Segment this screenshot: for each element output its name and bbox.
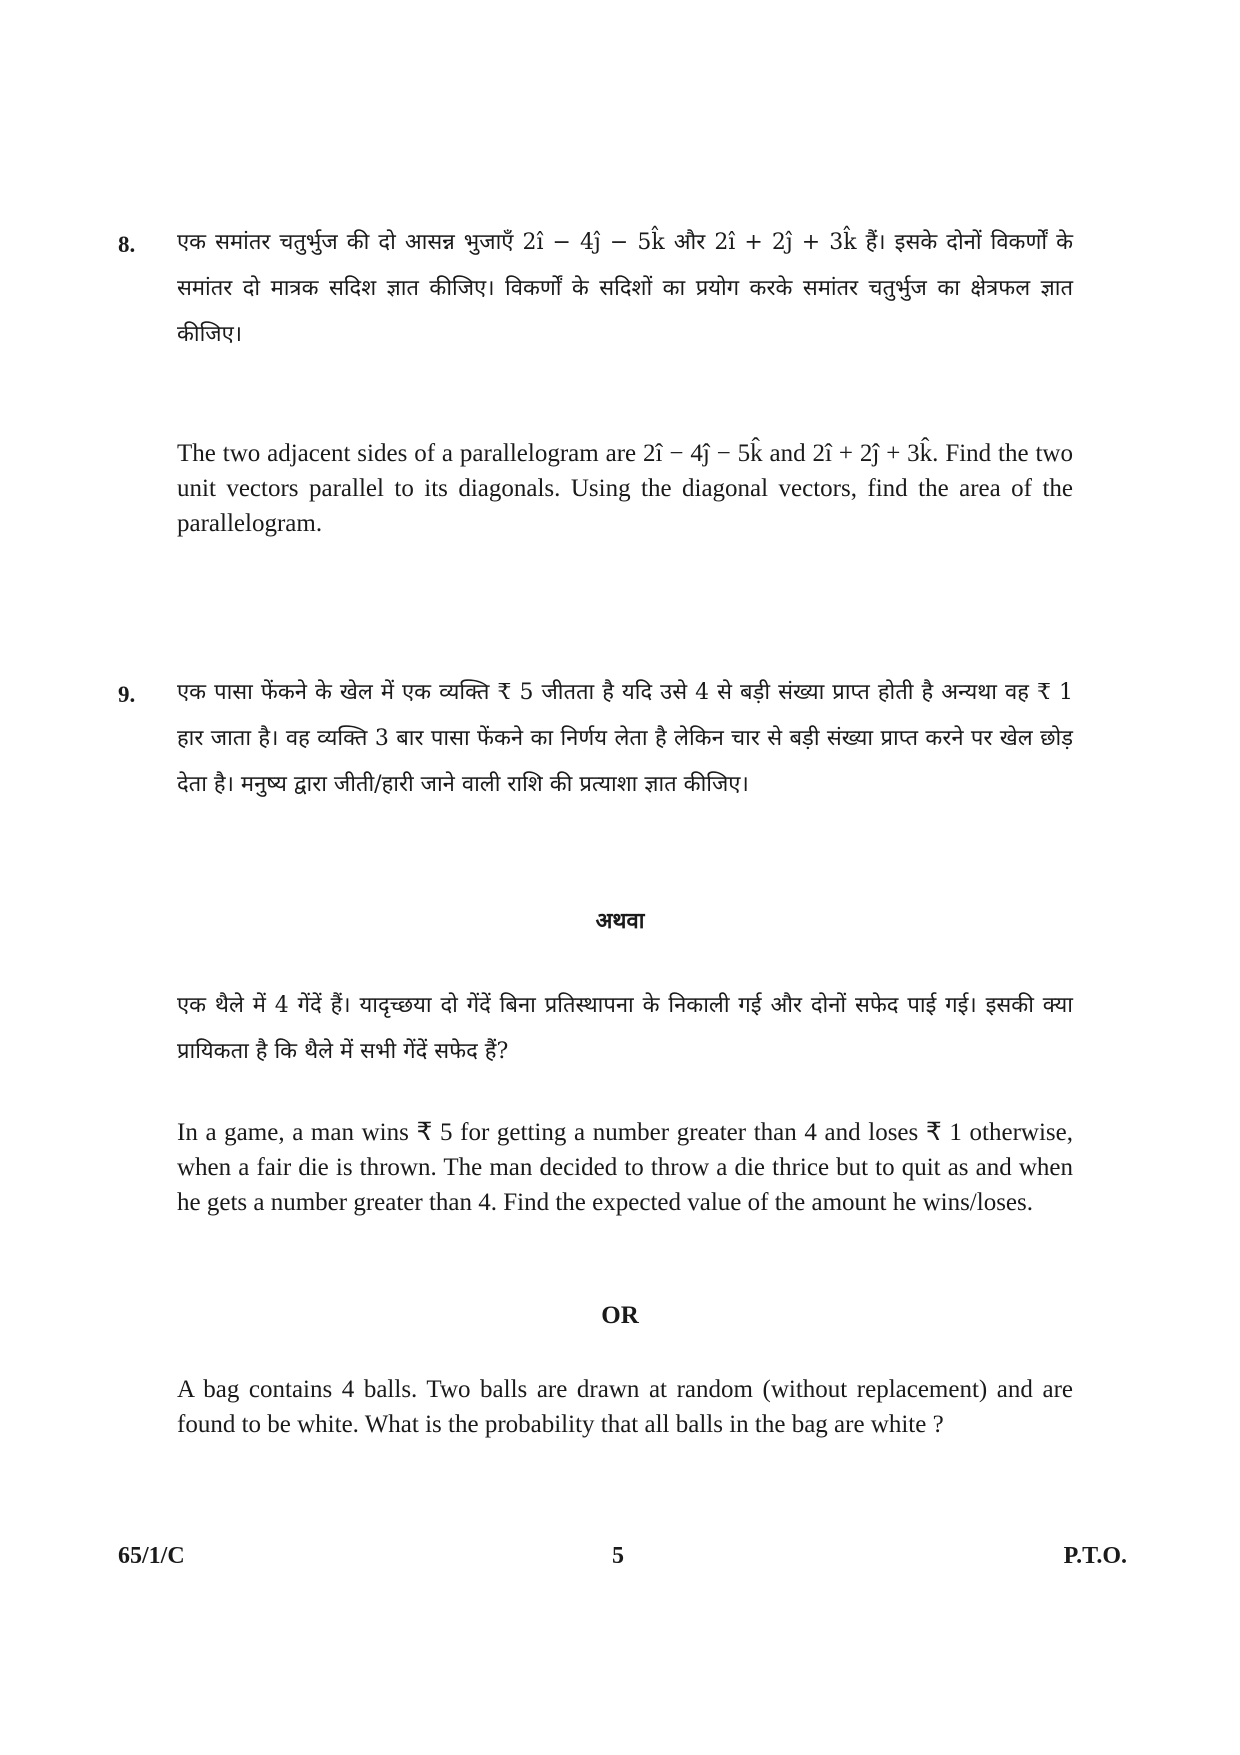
alternative-question-english: A bag contains 4 balls. Two balls are drawn at random (without replacement) and are found to be white. What is the probability that all balls in the bag are white ?	[177, 1376, 1073, 1438]
question-number: 9.	[118, 682, 136, 707]
question-number: 8.	[118, 232, 136, 257]
paper-code: 65/1/C	[118, 1543, 185, 1569]
alternative-question-hindi: एक थैले में 4 गेंदें हैं। यादृच्छया दो गेंदें बिना प्रतिस्थापना के निकाली गई और दोनों सफेद पाई गई। इसकी क्या प्रायिकता है कि थैले में सभी गेंदें सफेद हैं?	[177, 993, 1073, 1064]
question-text-english: In a game, a man wins ₹ 5 for getting a number greater than 4 and loses ₹ 1 otherwise, when a fair die is thrown. The man decided to throw a die thrice but to quit as and when he gets a number greater than 4. Find the expected value of the amount he wins/loses.	[177, 1119, 1073, 1216]
page-number: 5	[612, 1543, 624, 1569]
or-divider-hindi: अथवा	[595, 909, 645, 934]
question-text-hindi: एक समांतर चतुर्भुज की दो आसन्न भुजाएँ 2î − 4ĵ − 5k̂ और 2î + 2ĵ + 3k̂ हैं। इसके दोनों विकर्णों के समांतर दो मात्रक सदिश ज्ञात कीजिए। विकर्णों के सदिशों का प्रयोग करके समांतर चतुर्भुज का क्षेत्रफल ज्ञात कीजिए।	[177, 230, 1073, 347]
question-text-english: The two adjacent sides of a parallelogram are 2î − 4ĵ − 5k̂ and 2î + 2ĵ + 3k̂. Find the two unit vectors parallel to its diagonals. Using the diagonal vectors, find the area of the parallelogram.	[177, 440, 1073, 537]
or-divider-english: OR	[601, 1302, 639, 1329]
question-text-hindi: एक पासा फेंकने के खेल में एक व्यक्ति ₹ 5 जीतता है यदि उसे 4 से बड़ी संख्या प्राप्त होती है अन्यथा वह ₹ 1 हार जाता है। वह व्यक्ति 3 बार पासा फेंकने का निर्णय लेता है लेकिन चार से बड़ी संख्या प्राप्त करने पर खेल छोड़ देता है। मनुष्य द्वारा जीती/हारी जाने वाली राशि की प्रत्याशा ज्ञात कीजिए।	[177, 680, 1073, 797]
please-turn-over: P.T.O.	[1063, 1543, 1127, 1569]
